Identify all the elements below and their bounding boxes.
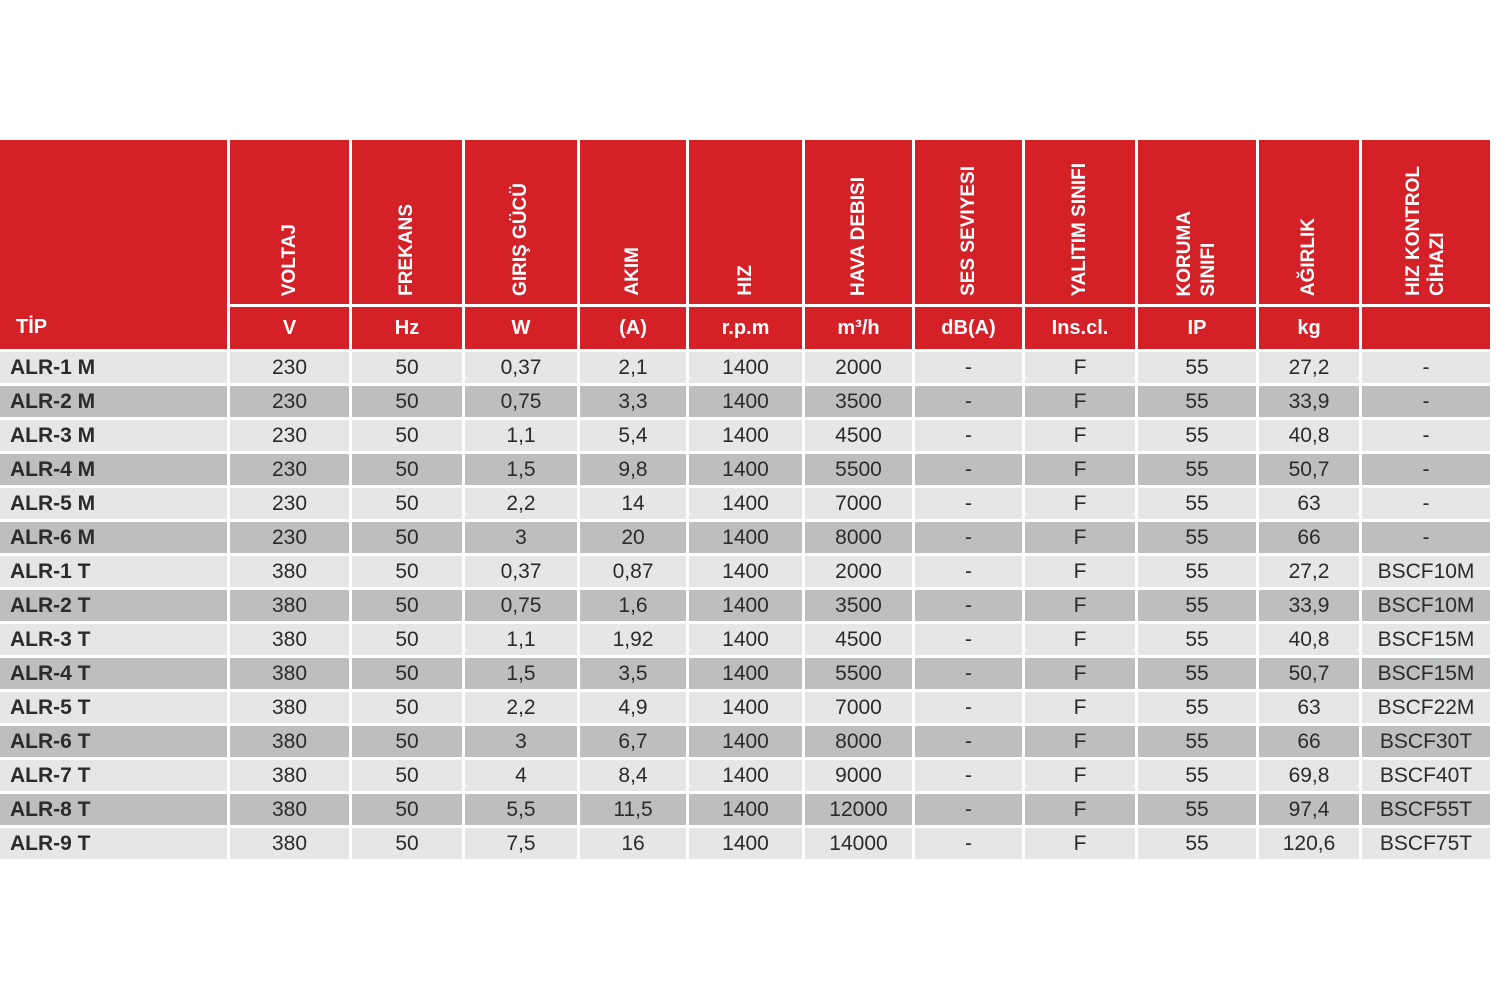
- model-name: ALR-1 T: [0, 556, 227, 587]
- table-cell: 5,5: [465, 794, 577, 825]
- table-cell: 0,87: [580, 556, 686, 587]
- table-cell: -: [915, 624, 1022, 655]
- table-cell: -: [915, 352, 1022, 383]
- table-cell: -: [915, 760, 1022, 791]
- table-cell: 380: [230, 726, 349, 757]
- table-cell: 1,5: [465, 454, 577, 485]
- table-cell: -: [915, 828, 1022, 859]
- model-name: ALR-5 T: [0, 692, 227, 723]
- table-cell: 1400: [689, 352, 802, 383]
- table-cell: 3500: [805, 590, 912, 621]
- table-cell: 2,1: [580, 352, 686, 383]
- table-cell: 40,8: [1259, 420, 1359, 451]
- table-cell: 55: [1138, 522, 1256, 553]
- table-cell: 230: [230, 386, 349, 417]
- table-cell: 230: [230, 488, 349, 519]
- table-cell: 50: [352, 624, 462, 655]
- table-cell: -: [1362, 386, 1490, 417]
- table-cell: 230: [230, 522, 349, 553]
- table-cell: 3,3: [580, 386, 686, 417]
- table-cell: 1400: [689, 692, 802, 723]
- table-cell: 5500: [805, 658, 912, 689]
- table-cell: 50: [352, 828, 462, 859]
- table-cell: 50: [352, 386, 462, 417]
- model-name: ALR-4 T: [0, 658, 227, 689]
- model-name: ALR-2 T: [0, 590, 227, 621]
- column-title: VOLTAJ: [278, 223, 300, 296]
- table-cell: -: [915, 488, 1022, 519]
- table-cell: 1400: [689, 386, 802, 417]
- table-cell: F: [1025, 488, 1135, 519]
- table-cell: 50: [352, 522, 462, 553]
- table-cell: 55: [1138, 420, 1256, 451]
- table-cell: F: [1025, 386, 1135, 417]
- table-cell: 1400: [689, 590, 802, 621]
- table-row: [0, 590, 1490, 621]
- model-name: ALR-2 M: [0, 386, 227, 417]
- table-cell: BSCF22M: [1362, 692, 1490, 723]
- model-name: ALR-5 M: [0, 488, 227, 519]
- table-cell: BSCF15M: [1362, 658, 1490, 689]
- table-cell: 14000: [805, 828, 912, 859]
- model-name: ALR-1 M: [0, 352, 227, 383]
- table-row: [0, 352, 1490, 383]
- column-unit: IP: [1138, 307, 1256, 349]
- table-cell: -: [1362, 488, 1490, 519]
- table-cell: 1400: [689, 420, 802, 451]
- table-cell: 230: [230, 420, 349, 451]
- table-cell: 50: [352, 454, 462, 485]
- table-cell: 55: [1138, 794, 1256, 825]
- table-cell: 1400: [689, 658, 802, 689]
- table-cell: 2,2: [465, 692, 577, 723]
- column-header: [805, 140, 912, 304]
- table-cell: 1,92: [580, 624, 686, 655]
- table-row: [0, 794, 1490, 825]
- table-cell: BSCF10M: [1362, 590, 1490, 621]
- table-cell: 97,4: [1259, 794, 1359, 825]
- tip-header: TİP: [0, 140, 227, 349]
- table-cell: 4,9: [580, 692, 686, 723]
- table-cell: 55: [1138, 692, 1256, 723]
- table-cell: F: [1025, 760, 1135, 791]
- column-header: [1025, 140, 1135, 304]
- column-title: GIRIŞ GÜCÜ: [510, 183, 531, 296]
- table-cell: 40,8: [1259, 624, 1359, 655]
- table-cell: F: [1025, 624, 1135, 655]
- table-cell: 5500: [805, 454, 912, 485]
- table-cell: 8,4: [580, 760, 686, 791]
- table-cell: 380: [230, 556, 349, 587]
- table-cell: F: [1025, 420, 1135, 451]
- table-cell: 2,2: [465, 488, 577, 519]
- table-cell: 50: [352, 658, 462, 689]
- table-cell: F: [1025, 556, 1135, 587]
- table-cell: -: [1362, 352, 1490, 383]
- column-unit: Ins.cl.: [1025, 307, 1135, 349]
- table-cell: 2000: [805, 556, 912, 587]
- table-cell: 7000: [805, 692, 912, 723]
- column-header: [580, 140, 686, 304]
- table-cell: 1400: [689, 760, 802, 791]
- table-row: [0, 624, 1490, 655]
- table-cell: -: [915, 590, 1022, 621]
- table-cell: 55: [1138, 726, 1256, 757]
- column-header: [1259, 140, 1359, 304]
- table-cell: 14: [580, 488, 686, 519]
- table-cell: 3: [465, 522, 577, 553]
- table-cell: 230: [230, 454, 349, 485]
- table-cell: 0,75: [465, 590, 577, 621]
- table-cell: 1,6: [580, 590, 686, 621]
- column-title: AKIM: [622, 247, 643, 296]
- table-cell: 63: [1259, 692, 1359, 723]
- table-row: [0, 658, 1490, 689]
- table-cell: 3: [465, 726, 577, 757]
- column-unit: W: [465, 307, 577, 349]
- table-cell: 1400: [689, 624, 802, 655]
- table-cell: 230: [230, 352, 349, 383]
- model-name: ALR-9 T: [0, 828, 227, 859]
- table-cell: 27,2: [1259, 352, 1359, 383]
- table-row: [0, 828, 1490, 859]
- column-title: YALITIM SINIFI: [1069, 162, 1090, 296]
- table-cell: 50: [352, 420, 462, 451]
- table-cell: 50,7: [1259, 454, 1359, 485]
- table-cell: 8000: [805, 726, 912, 757]
- table-cell: F: [1025, 692, 1135, 723]
- table-cell: 63: [1259, 488, 1359, 519]
- table-cell: 4500: [805, 420, 912, 451]
- table-cell: 50: [352, 556, 462, 587]
- table-cell: 380: [230, 590, 349, 621]
- model-name: ALR-6 T: [0, 726, 227, 757]
- table-cell: 50: [352, 488, 462, 519]
- table-cell: F: [1025, 522, 1135, 553]
- header-title-row: [0, 140, 1490, 304]
- table-cell: 20: [580, 522, 686, 553]
- table-cell: -: [915, 726, 1022, 757]
- table-cell: 55: [1138, 488, 1256, 519]
- table-cell: F: [1025, 828, 1135, 859]
- column-title: HIZ: [734, 265, 756, 296]
- table-cell: 1,5: [465, 658, 577, 689]
- table-row: [0, 726, 1490, 757]
- table-row: [0, 454, 1490, 485]
- table-cell: -: [915, 454, 1022, 485]
- table-cell: -: [1362, 522, 1490, 553]
- table-cell: 7,5: [465, 828, 577, 859]
- column-header: [1138, 140, 1256, 304]
- table-cell: 7000: [805, 488, 912, 519]
- column-title: AĞIRLIK: [1298, 217, 1319, 296]
- table-header: [0, 140, 1490, 349]
- column-title: HIZ KONTROL CİHAZI: [1403, 166, 1448, 296]
- table-cell: 1400: [689, 556, 802, 587]
- table-cell: 55: [1138, 352, 1256, 383]
- column-title: HAVA DEBISI: [847, 177, 869, 296]
- table-cell: 12000: [805, 794, 912, 825]
- table-row: [0, 488, 1490, 519]
- table-cell: 380: [230, 624, 349, 655]
- table-cell: 50: [352, 726, 462, 757]
- table-cell: 5,4: [580, 420, 686, 451]
- model-name: ALR-6 M: [0, 522, 227, 553]
- table-cell: BSCF75T: [1362, 828, 1490, 859]
- table-cell: 380: [230, 794, 349, 825]
- table-cell: F: [1025, 658, 1135, 689]
- spec-table: [0, 137, 1493, 862]
- table-row: [0, 692, 1490, 723]
- table-cell: 1400: [689, 726, 802, 757]
- table-cell: 55: [1138, 658, 1256, 689]
- table-cell: -: [1362, 420, 1490, 451]
- column-header: [465, 140, 577, 304]
- column-header: [689, 140, 802, 304]
- table-cell: 27,2: [1259, 556, 1359, 587]
- table-cell: 55: [1138, 386, 1256, 417]
- table-cell: 66: [1259, 726, 1359, 757]
- model-name: ALR-3 T: [0, 624, 227, 655]
- table-cell: 0,37: [465, 556, 577, 587]
- table-cell: 55: [1138, 828, 1256, 859]
- column-unit: Hz: [352, 307, 462, 349]
- model-name: ALR-4 M: [0, 454, 227, 485]
- table-cell: 55: [1138, 556, 1256, 587]
- table-cell: 9000: [805, 760, 912, 791]
- table-row: [0, 522, 1490, 553]
- table-cell: -: [915, 556, 1022, 587]
- table-cell: 50: [352, 692, 462, 723]
- table-cell: 8000: [805, 522, 912, 553]
- column-unit: V: [230, 307, 349, 349]
- table-cell: 1400: [689, 794, 802, 825]
- table-cell: 55: [1138, 590, 1256, 621]
- column-title: KORUMA SINIFI: [1174, 210, 1219, 296]
- column-title: FREKANS: [396, 204, 417, 296]
- table-cell: BSCF15M: [1362, 624, 1490, 655]
- column-unit: kg: [1259, 307, 1359, 349]
- table-cell: 380: [230, 828, 349, 859]
- table-cell: 33,9: [1259, 386, 1359, 417]
- column-unit: r.p.m: [689, 307, 802, 349]
- table-cell: 50: [352, 352, 462, 383]
- table-row: [0, 556, 1490, 587]
- table-cell: 50: [352, 760, 462, 791]
- table-cell: 3500: [805, 386, 912, 417]
- table-cell: -: [1362, 454, 1490, 485]
- table-cell: -: [915, 522, 1022, 553]
- table-cell: 16: [580, 828, 686, 859]
- column-unit: [1362, 307, 1490, 349]
- table-cell: BSCF30T: [1362, 726, 1490, 757]
- table-cell: 1400: [689, 522, 802, 553]
- table-cell: 2000: [805, 352, 912, 383]
- table-cell: 55: [1138, 454, 1256, 485]
- table-cell: F: [1025, 352, 1135, 383]
- table-row: [0, 386, 1490, 417]
- table-cell: F: [1025, 590, 1135, 621]
- table-cell: 0,75: [465, 386, 577, 417]
- table-cell: -: [915, 420, 1022, 451]
- table-cell: 50: [352, 794, 462, 825]
- table-cell: 380: [230, 692, 349, 723]
- model-name: ALR-8 T: [0, 794, 227, 825]
- table-cell: 380: [230, 760, 349, 791]
- column-unit: dB(A): [915, 307, 1022, 349]
- model-name: ALR-7 T: [0, 760, 227, 791]
- table-cell: -: [915, 692, 1022, 723]
- column-header: [230, 140, 349, 304]
- table-cell: 1,1: [465, 624, 577, 655]
- column-header: [915, 140, 1022, 304]
- table-cell: 6,7: [580, 726, 686, 757]
- table-cell: 4500: [805, 624, 912, 655]
- column-unit: (A): [580, 307, 686, 349]
- table-row: [0, 760, 1490, 791]
- table-cell: 66: [1259, 522, 1359, 553]
- table-cell: F: [1025, 726, 1135, 757]
- column-unit: m³/h: [805, 307, 912, 349]
- table-cell: BSCF40T: [1362, 760, 1490, 791]
- table-cell: 9,8: [580, 454, 686, 485]
- table-cell: 1400: [689, 828, 802, 859]
- table-cell: 120,6: [1259, 828, 1359, 859]
- table-cell: 11,5: [580, 794, 686, 825]
- column-header: [1362, 140, 1490, 304]
- table-cell: -: [915, 386, 1022, 417]
- column-title: SES SEVIYESI: [957, 166, 979, 296]
- table-body: [0, 352, 1490, 859]
- table-row: [0, 420, 1490, 451]
- table-cell: 55: [1138, 624, 1256, 655]
- table-cell: -: [915, 658, 1022, 689]
- table-cell: 50,7: [1259, 658, 1359, 689]
- column-header: [352, 140, 462, 304]
- table-cell: 1,1: [465, 420, 577, 451]
- table-cell: 55: [1138, 760, 1256, 791]
- table-cell: BSCF55T: [1362, 794, 1490, 825]
- table-cell: 3,5: [580, 658, 686, 689]
- table-cell: 0,37: [465, 352, 577, 383]
- table-cell: 4: [465, 760, 577, 791]
- table-cell: 1400: [689, 454, 802, 485]
- table-cell: BSCF10M: [1362, 556, 1490, 587]
- table-cell: F: [1025, 794, 1135, 825]
- model-name: ALR-3 M: [0, 420, 227, 451]
- table-cell: 69,8: [1259, 760, 1359, 791]
- table-cell: 33,9: [1259, 590, 1359, 621]
- table-cell: 1400: [689, 488, 802, 519]
- table-cell: F: [1025, 454, 1135, 485]
- table-cell: -: [915, 794, 1022, 825]
- table-cell: 50: [352, 590, 462, 621]
- table-cell: 380: [230, 658, 349, 689]
